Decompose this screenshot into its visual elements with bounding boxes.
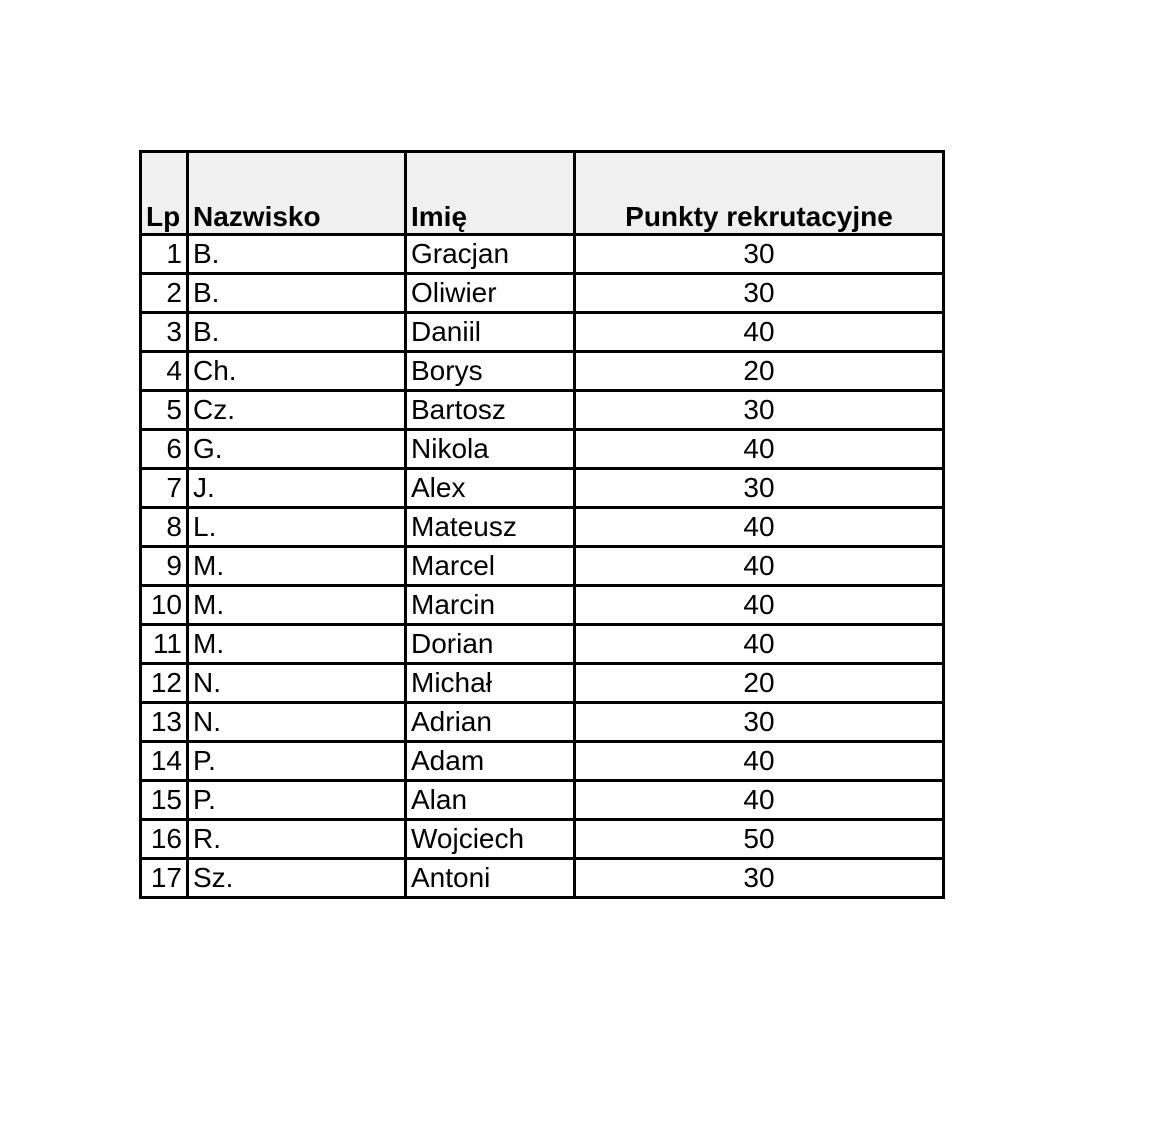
cell-name: Bartosz	[406, 391, 575, 430]
cell-name: Wojciech	[406, 820, 575, 859]
cell-name: Marcin	[406, 586, 575, 625]
header-lp: Lp	[141, 152, 188, 235]
cell-points: 40	[575, 508, 944, 547]
cell-lp: 1	[141, 235, 188, 274]
cell-points: 40	[575, 781, 944, 820]
cell-lp: 3	[141, 313, 188, 352]
cell-surname: Sz.	[188, 859, 406, 898]
table-row	[141, 742, 944, 781]
cell-lp: 2	[141, 274, 188, 313]
cell-points: 40	[575, 586, 944, 625]
cell-surname: L.	[188, 508, 406, 547]
table-row	[141, 703, 944, 742]
cell-name: Oliwier	[406, 274, 575, 313]
cell-surname: M.	[188, 586, 406, 625]
cell-points: 50	[575, 820, 944, 859]
cell-name: Dorian	[406, 625, 575, 664]
cell-name: Borys	[406, 352, 575, 391]
cell-name: Alan	[406, 781, 575, 820]
cell-name: Gracjan	[406, 235, 575, 274]
recruitment-table	[139, 150, 945, 899]
header-surname: Nazwisko	[188, 152, 406, 235]
table-row	[141, 391, 944, 430]
table-header	[141, 152, 944, 235]
cell-name: Antoni	[406, 859, 575, 898]
header-points: Punkty rekrutacyjne	[575, 152, 944, 235]
cell-name: Adam	[406, 742, 575, 781]
cell-lp: 5	[141, 391, 188, 430]
table-row	[141, 313, 944, 352]
cell-lp: 10	[141, 586, 188, 625]
cell-surname: P.	[188, 781, 406, 820]
cell-lp: 9	[141, 547, 188, 586]
table-row	[141, 664, 944, 703]
cell-points: 40	[575, 313, 944, 352]
table-row	[141, 625, 944, 664]
table-row	[141, 586, 944, 625]
table-row	[141, 781, 944, 820]
cell-points: 40	[575, 430, 944, 469]
cell-name: Adrian	[406, 703, 575, 742]
cell-points: 30	[575, 859, 944, 898]
cell-surname: Ch.	[188, 352, 406, 391]
cell-surname: G.	[188, 430, 406, 469]
cell-name: Marcel	[406, 547, 575, 586]
cell-surname: Cz.	[188, 391, 406, 430]
cell-surname: R.	[188, 820, 406, 859]
table-row	[141, 820, 944, 859]
cell-surname: J.	[188, 469, 406, 508]
cell-surname: P.	[188, 742, 406, 781]
cell-lp: 7	[141, 469, 188, 508]
cell-points: 40	[575, 742, 944, 781]
cell-lp: 17	[141, 859, 188, 898]
cell-surname: B.	[188, 274, 406, 313]
cell-lp: 14	[141, 742, 188, 781]
cell-lp: 16	[141, 820, 188, 859]
cell-name: Alex	[406, 469, 575, 508]
table-row	[141, 430, 944, 469]
cell-name: Michał	[406, 664, 575, 703]
cell-surname: M.	[188, 625, 406, 664]
cell-lp: 15	[141, 781, 188, 820]
cell-points: 40	[575, 547, 944, 586]
cell-points: 30	[575, 703, 944, 742]
table-row	[141, 235, 944, 274]
cell-name: Nikola	[406, 430, 575, 469]
cell-points: 40	[575, 625, 944, 664]
cell-name: Daniil	[406, 313, 575, 352]
cell-points: 30	[575, 469, 944, 508]
table-row	[141, 859, 944, 898]
cell-lp: 12	[141, 664, 188, 703]
cell-lp: 4	[141, 352, 188, 391]
table-row	[141, 547, 944, 586]
cell-lp: 11	[141, 625, 188, 664]
cell-surname: B.	[188, 235, 406, 274]
cell-lp: 13	[141, 703, 188, 742]
cell-surname: N.	[188, 664, 406, 703]
table-row	[141, 469, 944, 508]
cell-points: 30	[575, 274, 944, 313]
cell-lp: 8	[141, 508, 188, 547]
cell-points: 30	[575, 391, 944, 430]
header-row	[141, 152, 944, 235]
cell-points: 30	[575, 235, 944, 274]
table-row	[141, 508, 944, 547]
cell-points: 20	[575, 664, 944, 703]
table-row	[141, 274, 944, 313]
cell-surname: M.	[188, 547, 406, 586]
cell-surname: N.	[188, 703, 406, 742]
header-name: Imię	[406, 152, 575, 235]
table-body	[141, 235, 944, 898]
cell-surname: B.	[188, 313, 406, 352]
cell-lp: 6	[141, 430, 188, 469]
cell-points: 20	[575, 352, 944, 391]
table-row	[141, 352, 944, 391]
cell-name: Mateusz	[406, 508, 575, 547]
